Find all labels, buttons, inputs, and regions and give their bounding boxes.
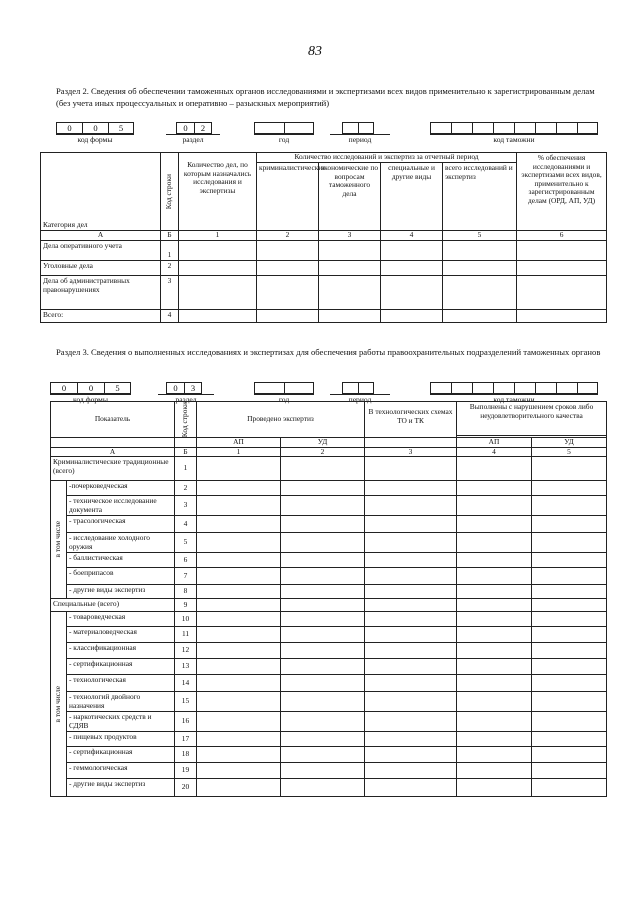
period-box[interactable] <box>342 382 358 394</box>
row-label: - материаловедческая <box>67 627 175 643</box>
digit-box[interactable]: 3 <box>184 382 202 394</box>
cell[interactable] <box>443 276 517 310</box>
cell[interactable] <box>532 481 607 496</box>
table-row <box>51 553 607 568</box>
cell[interactable] <box>319 276 381 310</box>
row-code: 16 <box>175 712 197 732</box>
cell[interactable] <box>197 627 281 643</box>
cell[interactable] <box>281 732 365 747</box>
header-ud: УД <box>532 438 607 448</box>
cell[interactable] <box>197 747 281 763</box>
header-count: Количество дел, по которым назначались исследования и экспертизы <box>179 153 257 231</box>
cell[interactable] <box>532 457 607 481</box>
header-category: Категория дел <box>41 153 161 231</box>
row-label: Специальные (всего) <box>51 599 175 612</box>
cell[interactable] <box>281 553 365 568</box>
row-code: 14 <box>175 675 197 692</box>
table-row <box>51 516 607 533</box>
cell[interactable] <box>281 585 365 599</box>
period-label: период <box>330 134 390 144</box>
table-row <box>51 747 607 763</box>
cell[interactable] <box>365 496 457 516</box>
cell[interactable] <box>532 585 607 599</box>
cell[interactable] <box>381 276 443 310</box>
row-label: - сертификационная <box>67 659 175 675</box>
table-row <box>51 481 607 496</box>
cell[interactable] <box>197 457 281 481</box>
cell[interactable] <box>281 481 365 496</box>
cell[interactable] <box>457 692 532 712</box>
cell[interactable] <box>365 712 457 732</box>
row-code: 1 <box>175 457 197 481</box>
year-box[interactable] <box>254 382 284 394</box>
cell[interactable] <box>179 241 257 261</box>
cell[interactable] <box>197 675 281 692</box>
section3-title: Раздел 3. Сведения о выполненных исследованиях и экспертизах для обеспечения работы правоохранительных подразделений таможенных органов <box>56 347 601 357</box>
row-label: - баллистическая <box>67 553 175 568</box>
row-code: 7 <box>175 568 197 585</box>
cell[interactable] <box>457 585 532 599</box>
table-row <box>51 763 607 779</box>
cell[interactable] <box>197 599 281 612</box>
colnum: 4 <box>381 231 443 241</box>
header-group: Количество исследований и экспертиз за отчетный период <box>257 153 517 163</box>
row-label: - исследование холодного оружия <box>67 533 175 553</box>
cell[interactable] <box>443 241 517 261</box>
row-code: 3 <box>161 276 179 310</box>
cell[interactable] <box>365 747 457 763</box>
cell[interactable] <box>381 310 443 323</box>
in-total-label: в том числе <box>53 521 63 558</box>
section-label: раздел <box>158 394 214 404</box>
cell[interactable] <box>365 516 457 533</box>
cell[interactable] <box>532 568 607 585</box>
header-ap: АП <box>457 438 532 448</box>
cell[interactable] <box>365 533 457 553</box>
header-econ: экономические по вопросам таможенного дела <box>319 163 381 231</box>
table-row <box>51 533 607 553</box>
cell[interactable] <box>281 516 365 533</box>
digit-box[interactable]: 0 <box>176 122 194 134</box>
customs-code-label: код таможни <box>430 134 598 144</box>
colnum: 4 <box>457 447 532 457</box>
customs-box[interactable] <box>451 122 472 134</box>
colnum: А <box>51 447 175 457</box>
cell[interactable] <box>457 612 532 627</box>
cell[interactable] <box>457 553 532 568</box>
colnum: 2 <box>281 447 365 457</box>
cell[interactable] <box>457 457 532 481</box>
cell[interactable] <box>197 779 281 797</box>
year-box[interactable] <box>284 382 314 394</box>
year-label: год <box>254 134 314 144</box>
cell[interactable] <box>179 310 257 323</box>
row-label: - другие виды экспертиз <box>67 779 175 797</box>
row-code: 19 <box>175 763 197 779</box>
period-label: период <box>330 394 390 404</box>
cell[interactable] <box>532 779 607 797</box>
cell[interactable] <box>319 261 381 276</box>
header-row-code: Код строки <box>180 402 190 438</box>
table-row <box>51 457 607 481</box>
table-row <box>51 643 607 659</box>
cell[interactable] <box>532 747 607 763</box>
row-code: 8 <box>175 585 197 599</box>
row-code: 2 <box>161 261 179 276</box>
cell[interactable] <box>281 712 365 732</box>
cell[interactable] <box>457 643 532 659</box>
cell[interactable] <box>197 568 281 585</box>
digit-box[interactable]: 2 <box>194 122 212 134</box>
customs-box[interactable] <box>430 122 451 134</box>
table-row <box>51 732 607 747</box>
cell[interactable] <box>281 599 365 612</box>
cell[interactable] <box>381 261 443 276</box>
row-code: 18 <box>175 747 197 763</box>
colnum: 1 <box>197 447 281 457</box>
table-row <box>41 276 607 310</box>
cell[interactable] <box>319 310 381 323</box>
customs-box[interactable] <box>514 122 535 134</box>
cell[interactable] <box>197 496 281 516</box>
customs-box[interactable] <box>577 382 598 394</box>
cell[interactable] <box>281 779 365 797</box>
cell[interactable] <box>197 612 281 627</box>
row-code: 4 <box>161 310 179 323</box>
s3-form-code-boxes <box>50 382 131 394</box>
cell[interactable] <box>257 261 319 276</box>
row-code: 12 <box>175 643 197 659</box>
colnum: 1 <box>179 231 257 241</box>
table-row <box>51 599 607 612</box>
cell[interactable] <box>281 457 365 481</box>
customs-box[interactable] <box>535 122 556 134</box>
customs-code-label: код таможни <box>430 394 598 404</box>
cell[interactable] <box>197 553 281 568</box>
digit-box[interactable]: 0 <box>50 382 77 394</box>
page-number: 83 <box>308 44 322 59</box>
cell[interactable] <box>517 276 607 310</box>
colnum: А <box>41 231 161 241</box>
header-spec: специальные и другие виды <box>381 163 443 231</box>
cell[interactable] <box>197 763 281 779</box>
row-label: - трасологическая <box>67 516 175 533</box>
row-label: - сертификационная <box>67 747 175 763</box>
row-code: 20 <box>175 779 197 797</box>
header-percent: % обеспечения исследованиями и экспертизами всех видов, применительно к зарегистрированным делам (ОРД, АП, УД) <box>517 153 607 231</box>
digit-box[interactable]: 0 <box>77 382 104 394</box>
cell[interactable] <box>281 533 365 553</box>
s2-form-code-boxes <box>56 122 134 134</box>
row-label: - пищевых продуктов <box>67 732 175 747</box>
cell[interactable] <box>365 457 457 481</box>
customs-box[interactable] <box>472 122 493 134</box>
cell[interactable] <box>457 627 532 643</box>
digit-box[interactable]: 0 <box>166 382 184 394</box>
customs-box[interactable] <box>577 122 598 134</box>
cell[interactable] <box>457 533 532 553</box>
cell[interactable] <box>281 568 365 585</box>
cell[interactable] <box>532 627 607 643</box>
table-row <box>51 612 607 627</box>
cell[interactable] <box>532 763 607 779</box>
customs-box[interactable] <box>556 122 577 134</box>
cell[interactable] <box>457 481 532 496</box>
row-label: - наркотических средств и СДЯВ <box>67 712 175 732</box>
s2-section-boxes <box>176 122 212 134</box>
cell[interactable] <box>532 612 607 627</box>
cell[interactable] <box>457 747 532 763</box>
cell[interactable] <box>457 675 532 692</box>
cell[interactable] <box>532 675 607 692</box>
row-code: 1 <box>161 241 179 261</box>
row-label: - классификационная <box>67 643 175 659</box>
customs-box[interactable] <box>493 382 514 394</box>
customs-box[interactable] <box>514 382 535 394</box>
cell[interactable] <box>197 516 281 533</box>
colnum: 3 <box>365 447 457 457</box>
cell[interactable] <box>532 516 607 533</box>
row-label: - технологий двойного назначения <box>67 692 175 712</box>
colnum: 6 <box>517 231 607 241</box>
cell[interactable] <box>457 496 532 516</box>
row-label: - геммологическая <box>67 763 175 779</box>
row-code: 5 <box>175 533 197 553</box>
cell[interactable] <box>532 553 607 568</box>
cell[interactable] <box>365 599 457 612</box>
row-code: 13 <box>175 659 197 675</box>
row-code: 17 <box>175 732 197 747</box>
cell[interactable] <box>365 568 457 585</box>
row-label: Дела оперативного учета <box>41 241 161 261</box>
section3-table <box>50 401 607 797</box>
section-label: раздел <box>166 134 220 144</box>
cell[interactable] <box>257 241 319 261</box>
table-row <box>51 496 607 516</box>
in-total-label: в том числе <box>53 685 63 723</box>
table-row <box>51 675 607 692</box>
year-box[interactable] <box>254 122 284 134</box>
colnum: Б <box>175 447 197 457</box>
row-label: - технологическая <box>67 675 175 692</box>
row-label: - техническое исследование документа <box>67 496 175 516</box>
cell[interactable] <box>365 732 457 747</box>
customs-box[interactable] <box>430 382 451 394</box>
header-indicator: Показатель <box>51 402 175 438</box>
row-code: 15 <box>175 692 197 712</box>
cell[interactable] <box>532 643 607 659</box>
form-code-label: код формы <box>56 134 134 144</box>
colnum: 3 <box>319 231 381 241</box>
cell[interactable] <box>532 692 607 712</box>
cell[interactable] <box>532 732 607 747</box>
cell[interactable] <box>365 643 457 659</box>
cell[interactable] <box>197 692 281 712</box>
row-label: Криминалистические традиционные (всего) <box>51 457 175 481</box>
header-violation: Выполнены с нарушением сроков либо неудовлетворительного качества <box>457 402 607 436</box>
cell[interactable] <box>381 241 443 261</box>
cell[interactable] <box>365 481 457 496</box>
cell[interactable] <box>281 747 365 763</box>
cell[interactable] <box>457 712 532 732</box>
cell[interactable] <box>365 692 457 712</box>
table-row <box>51 585 607 599</box>
cell[interactable] <box>443 261 517 276</box>
cell[interactable] <box>281 612 365 627</box>
table-row <box>41 261 607 276</box>
cell[interactable] <box>457 732 532 747</box>
period-box[interactable] <box>358 382 374 394</box>
row-code: 9 <box>175 599 197 612</box>
cell[interactable] <box>365 553 457 568</box>
table-row <box>41 310 607 323</box>
header-crim: криминалистические <box>257 163 319 231</box>
cell[interactable] <box>319 241 381 261</box>
cell[interactable] <box>532 659 607 675</box>
cell[interactable] <box>365 675 457 692</box>
cell[interactable] <box>197 481 281 496</box>
cell[interactable] <box>281 659 365 675</box>
cell[interactable] <box>365 763 457 779</box>
cell[interactable] <box>281 763 365 779</box>
customs-box[interactable] <box>556 382 577 394</box>
cell[interactable] <box>281 496 365 516</box>
cell[interactable] <box>179 261 257 276</box>
row-label: - боеприпасов <box>67 568 175 585</box>
colnum: 2 <box>257 231 319 241</box>
table-row <box>51 659 607 675</box>
row-label: -почерковедческая <box>67 481 175 496</box>
section2-table <box>40 152 607 323</box>
digit-box[interactable]: 0 <box>56 122 82 134</box>
customs-box[interactable] <box>472 382 493 394</box>
table-row <box>51 568 607 585</box>
year-box[interactable] <box>284 122 314 134</box>
period-box[interactable] <box>358 122 374 134</box>
cell[interactable] <box>197 585 281 599</box>
cell[interactable] <box>257 310 319 323</box>
cell[interactable] <box>532 712 607 732</box>
table-row <box>51 692 607 712</box>
header-ud: УД <box>281 438 365 448</box>
row-code: 4 <box>175 516 197 533</box>
cell[interactable] <box>457 516 532 533</box>
cell[interactable] <box>281 643 365 659</box>
row-code: 11 <box>175 627 197 643</box>
row-code: 2 <box>175 481 197 496</box>
row-code: 3 <box>175 496 197 516</box>
section2-title: Раздел 2. Сведения об обеспечении таможенных органов исследованиями и экспертизами всех видов применительно к зарегистрированным делам (без учета иных процессуальных и оперативно – разыскных мероприятий) <box>56 86 595 108</box>
cell[interactable] <box>517 310 607 323</box>
cell[interactable] <box>197 712 281 732</box>
header-tech: В технологических схемах ТО и ТК <box>365 402 457 438</box>
customs-box[interactable] <box>535 382 556 394</box>
cell[interactable] <box>457 763 532 779</box>
row-label: Всего: <box>41 310 161 323</box>
table-row <box>51 779 607 797</box>
cell[interactable] <box>281 692 365 712</box>
table-row <box>51 712 607 732</box>
header-total: всего исследований и экспертиз <box>443 163 517 231</box>
cell[interactable] <box>257 276 319 310</box>
row-label: Дела об административных правонарушениях <box>41 276 161 310</box>
period-box[interactable] <box>342 122 358 134</box>
cell[interactable] <box>281 627 365 643</box>
cell[interactable] <box>517 261 607 276</box>
customs-box[interactable] <box>493 122 514 134</box>
table-row <box>41 241 607 261</box>
customs-box[interactable] <box>451 382 472 394</box>
cell[interactable] <box>532 599 607 612</box>
cell[interactable] <box>457 779 532 797</box>
cell[interactable] <box>457 568 532 585</box>
row-label: - товароведческая <box>67 612 175 627</box>
header-row-code: Код строки <box>164 173 174 210</box>
cell[interactable] <box>517 241 607 261</box>
cell[interactable] <box>197 732 281 747</box>
row-label: Уголовные дела <box>41 261 161 276</box>
digit-box[interactable]: 5 <box>104 382 131 394</box>
row-code: 6 <box>175 553 197 568</box>
colnum: 5 <box>532 447 607 457</box>
header-conducted: Проведено экспертиз <box>197 402 365 438</box>
cell[interactable] <box>365 659 457 675</box>
digit-box[interactable]: 5 <box>108 122 134 134</box>
cell[interactable] <box>457 659 532 675</box>
cell[interactable] <box>197 643 281 659</box>
cell[interactable] <box>457 599 532 612</box>
cell[interactable] <box>365 612 457 627</box>
cell[interactable] <box>197 659 281 675</box>
cell[interactable] <box>179 276 257 310</box>
colnum: Б <box>161 231 179 241</box>
digit-box[interactable]: 0 <box>82 122 108 134</box>
cell[interactable] <box>443 310 517 323</box>
cell[interactable] <box>365 627 457 643</box>
row-label: - другие виды экспертиз <box>67 585 175 599</box>
row-code: 10 <box>175 612 197 627</box>
cell[interactable] <box>365 779 457 797</box>
colnum: 5 <box>443 231 517 241</box>
cell[interactable] <box>532 533 607 553</box>
cell[interactable] <box>365 585 457 599</box>
year-label: год <box>254 394 314 404</box>
cell[interactable] <box>281 675 365 692</box>
table-row <box>51 627 607 643</box>
header-ap: АП <box>197 438 281 448</box>
cell[interactable] <box>532 496 607 516</box>
form-code-label: код формы <box>50 394 131 404</box>
cell[interactable] <box>197 533 281 553</box>
